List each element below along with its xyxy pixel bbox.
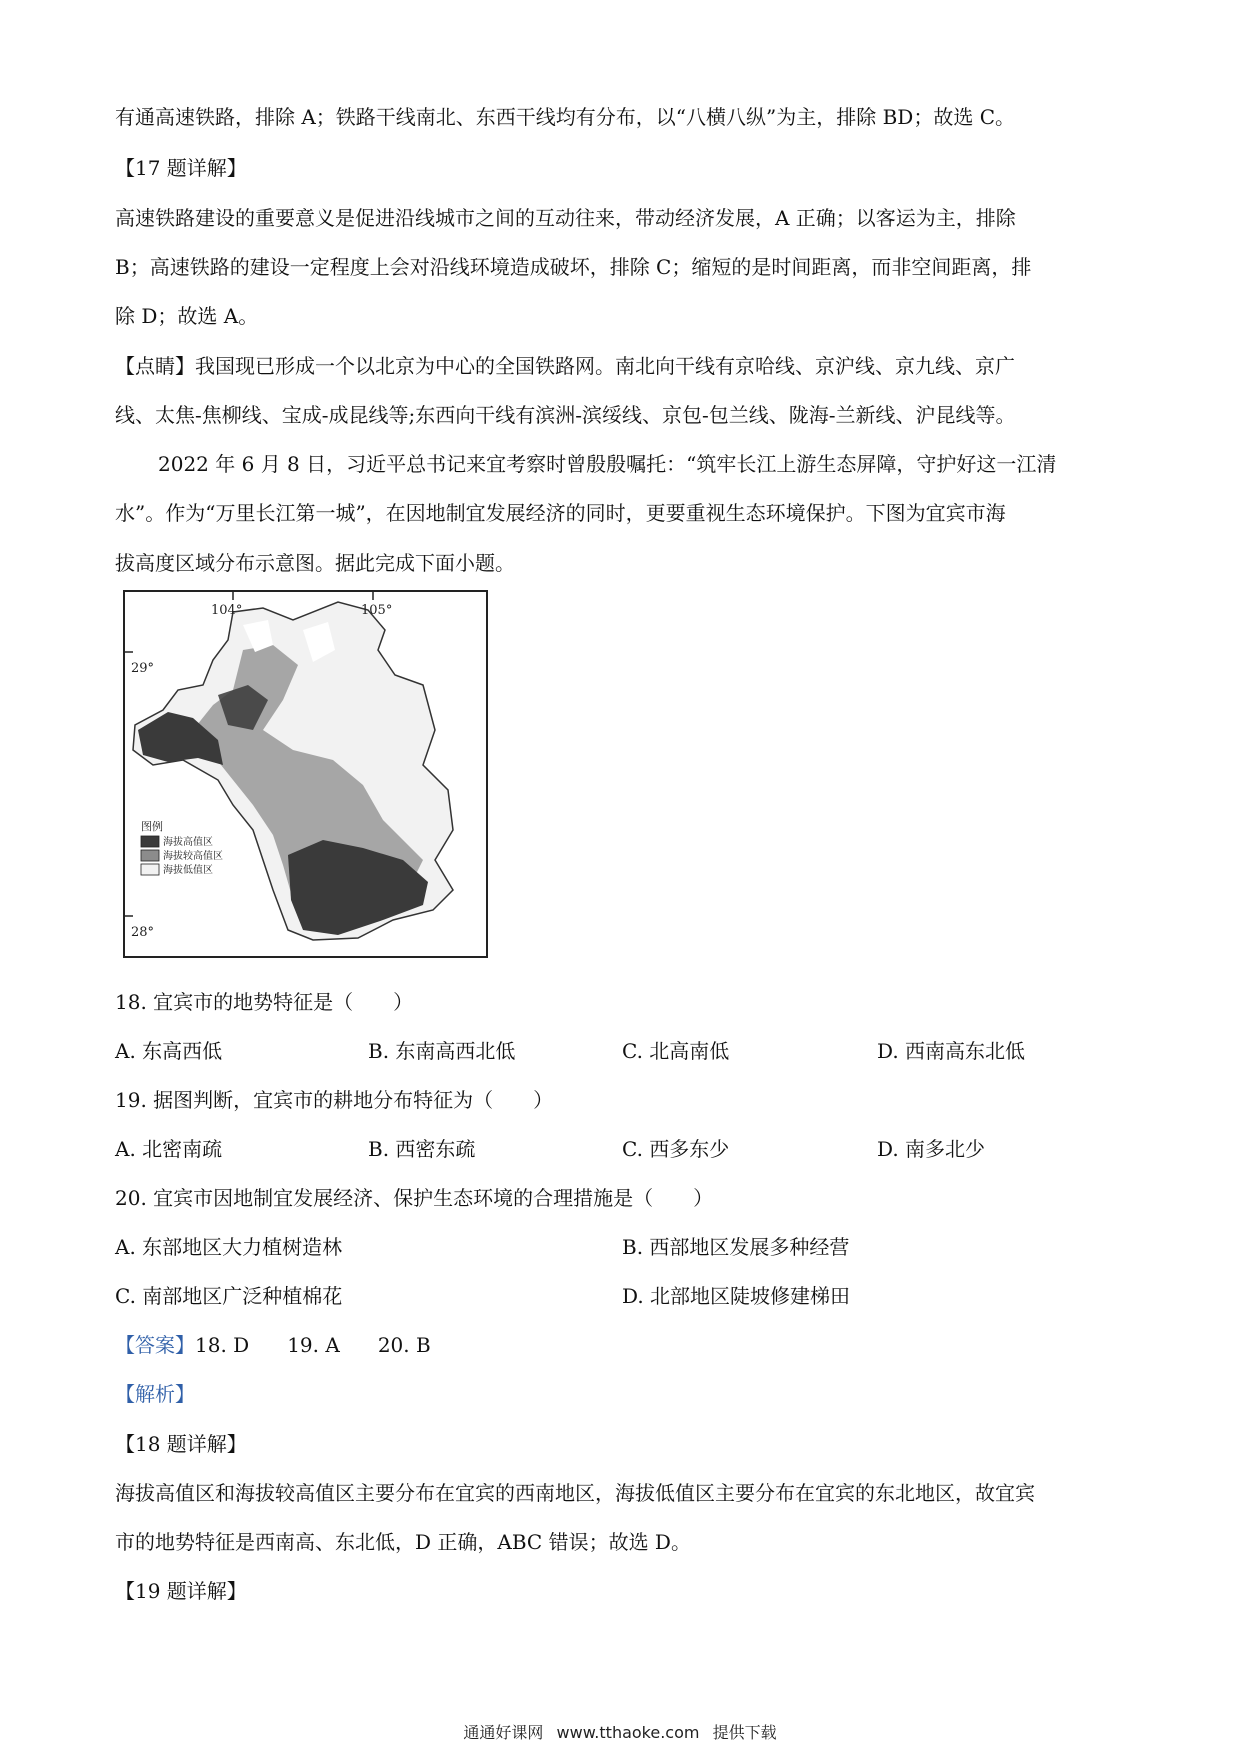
material-line: 拔高度区域分布示意图。据此完成下面小题。 [115,551,515,575]
question-18-stem: 18. 宜宾市的地势特征是（ ） [115,990,414,1014]
legend-swatch-mid [141,850,159,861]
section-heading: 【17 题详解】 [115,156,247,180]
q18-option-b[interactable]: B. 东南高西北低 [368,1039,516,1063]
answer-line [115,1331,431,1359]
q19-option-b[interactable]: B. 西密东疏 [368,1137,476,1161]
q19-option-d[interactable]: D. 南多北少 [877,1137,986,1161]
q18-option-a[interactable]: A. 东高西低 [115,1039,223,1063]
elevation-map [123,590,488,958]
q18-option-d[interactable]: D. 西南高东北低 [877,1039,1026,1063]
lat-label-28: 28° [131,925,155,940]
q19-option-a[interactable]: A. 北密南疏 [115,1137,223,1161]
note-line: 线、太焦-焦柳线、宝成-成昆线等;东西向干线有滨洲-滨绥线、京包-包兰线、陇海-兰新线、沪昆线等。 [115,403,1016,427]
q19-option-c[interactable]: C. 西多东少 [622,1137,730,1161]
section-heading-18: 【18 题详解】 [115,1432,247,1456]
elevation-map-svg [123,590,488,958]
material-line: 水”。作为“万里长江第一城”，在因地制宜发展经济的同时，更要重视生态环境保护。下图为宜宾市海 [115,501,1006,525]
question-20-stem: 20. 宜宾市因地制宜发展经济、保护生态环境的合理措施是（ ） [115,1186,714,1210]
paragraph-line: 有通高速铁路，排除 A；铁路干线南北、东西干线均有分布，以“八横八纵”为主，排除 BD；故选 C。 [115,105,1015,129]
note-line: 【点睛】我国现已形成一个以北京为中心的全国铁路网。南北向干线有京哈线、京沪线、京九线、京广 [115,354,1015,378]
lat-label-29: 29° [131,661,155,676]
analysis-tag: 【解析】 [115,1382,195,1406]
q20-option-b[interactable]: B. 西部地区发展多种经营 [622,1235,850,1259]
legend-swatch-low [141,864,159,875]
footer-site: 通通好课网 [463,1723,544,1742]
paragraph-line: 除 D；故选 A。 [115,304,259,328]
q20-option-a[interactable]: A. 东部地区大力植树造林 [115,1235,343,1259]
lon-label-105: 105° [361,603,393,618]
answer-20: 20. B [377,1333,431,1357]
answer-tag: 【答案】 [115,1333,195,1357]
q18-option-c[interactable]: C. 北高南低 [622,1039,730,1063]
answer-19: 19. A [287,1333,340,1357]
q20-option-d[interactable]: D. 北部地区陡坡修建梯田 [622,1284,851,1308]
paragraph-line: 高速铁路建设的重要意义是促进沿线城市之间的互动往来，带动经济发展，A 正确；以客运为主，排除 [115,206,1016,230]
answer-18: 18. D [195,1333,250,1357]
explanation-line: 海拔高值区和海拔较高值区主要分布在宜宾的西南地区，海拔低值区主要分布在宜宾的东北地区，故宜宾 [115,1481,1035,1505]
question-19-stem: 19. 据图判断，宜宾市的耕地分布特征为（ ） [115,1088,554,1112]
footer-suffix: 提供下载 [712,1723,777,1742]
q20-option-c[interactable]: C. 南部地区广泛种植棉花 [115,1284,343,1308]
legend-label-low: 海拔低值区 [163,865,213,876]
material-line: 2022 年 6 月 8 日，习近平总书记来宜考察时曾殷殷嘱托：“筑牢长江上游生态屏障，守护好这一江清 [158,452,1057,476]
footer [0,1720,1240,1743]
legend-title: 图例 [141,820,163,833]
legend-label-high: 海拔高值区 [163,837,213,848]
legend-swatch-high [141,836,159,847]
footer-url[interactable]: www.tthaoke.com [556,1723,700,1742]
section-heading-19: 【19 题详解】 [115,1579,247,1603]
legend-label-mid: 海拔较高值区 [163,851,223,862]
explanation-line: 市的地势特征是西南高、东北低，D 正确，ABC 错误；故选 D。 [115,1530,691,1554]
lon-label-104: 104° [211,603,243,618]
paragraph-line: B；高速铁路的建设一定程度上会对沿线环境造成破坏，排除 C；缩短的是时间距离，而非空间距离，排 [115,255,1032,279]
